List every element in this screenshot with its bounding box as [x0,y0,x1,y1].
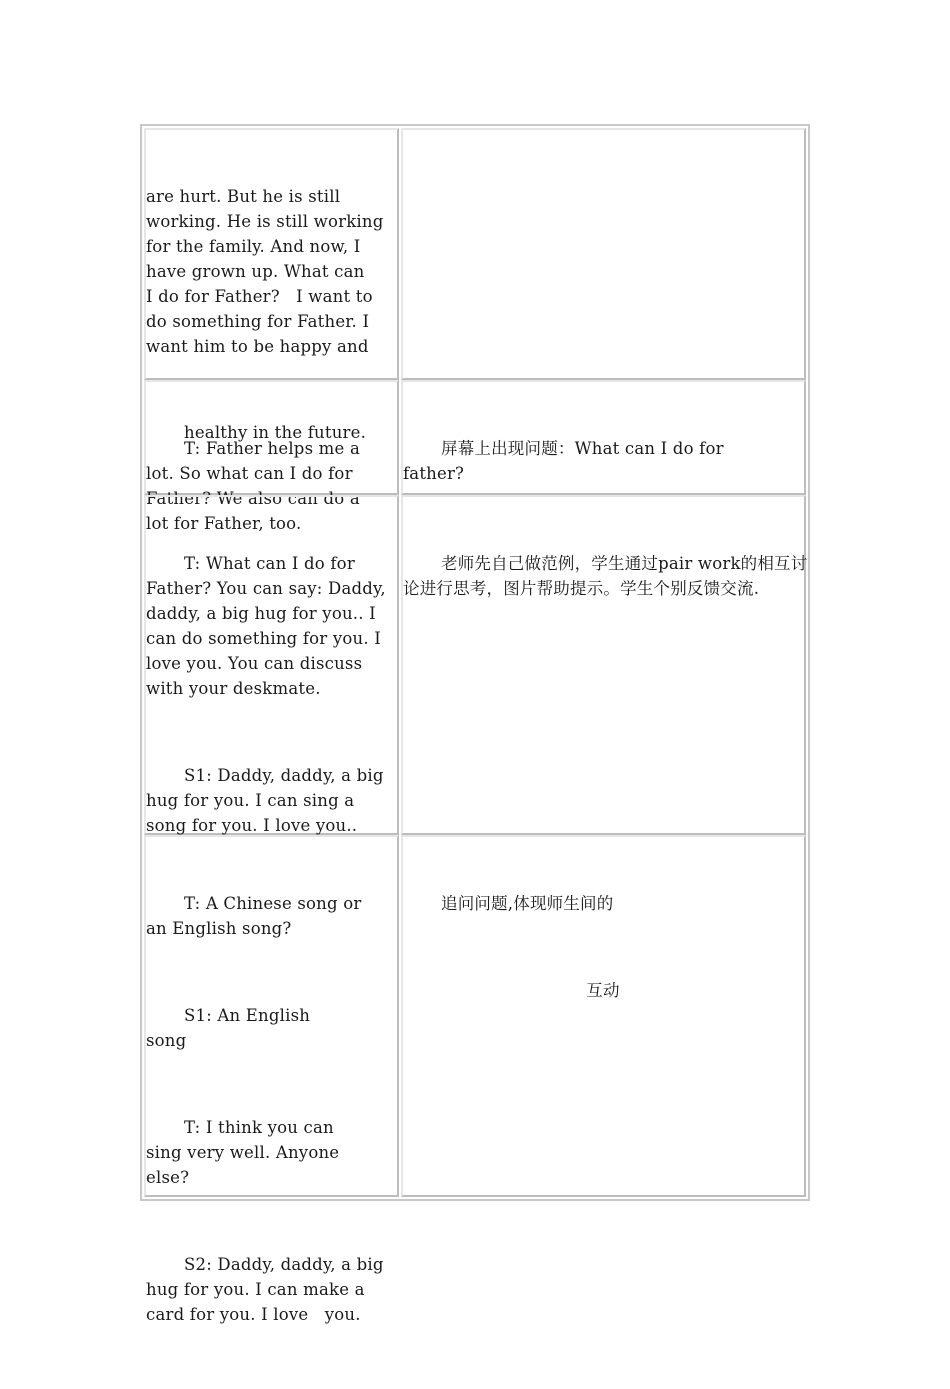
dialogue-paragraph: T: I think you can sing very well. Anyone else? [146,1118,345,1187]
dialogue-cell [144,380,399,533]
dialogue-paragraph: healthy in the future. [184,423,367,442]
dialogue-cell [144,495,399,835]
dialogue-paragraph: T: A Chinese song or an English song? [146,894,367,938]
dialogue-paragraph: S1: Daddy, daddy, a big hug for you. I can sing a song for you. I love you.. [146,766,390,835]
dialogue-paragraph: S1: An English song [146,1006,316,1050]
dialogue-paragraph: T: What can I do for Father? You can say: Daddy, daddy, a big hug for you.. I can do something for you. I love you. You can discuss with your deskmate. [146,554,392,698]
dialogue-paragraph: S2: Daddy, daddy, a big hug for you. I can make a card for you. I love you. [146,1255,390,1324]
notes-cell [401,380,806,495]
table-row [144,128,806,442]
notes-cell [401,495,806,835]
notes-paragraph: 屏幕上出现问题：What can I do for father? [403,439,730,483]
notes-cell [401,835,806,1197]
dialogue-paragraph: are hurt. But he is still working. He is still working for the family. And now, I have grown up. What can I do for Father? I want to do something for Father. I want him to be happy and [146,187,389,356]
notes-paragraph: 老师先自己做范例，学生通过pair work的相互讨论进行思考，图片帮助提示。学生个别反馈交流. [403,554,808,598]
dialogue-cell [144,835,399,1324]
notes-paragraph: 互动 [586,981,620,1000]
notes-paragraph: 追问问题,体现师生间的 [441,894,614,913]
table-row [144,380,806,533]
table-row [144,835,806,1324]
lesson-table [140,124,810,1324]
notes-cell [401,128,806,380]
dialogue-paragraph: T: Father helps me a lot. So what can I do for Father? We also can do a lot for Father, too. [146,439,366,533]
table-row [144,495,806,835]
dialogue-cell [144,128,399,442]
